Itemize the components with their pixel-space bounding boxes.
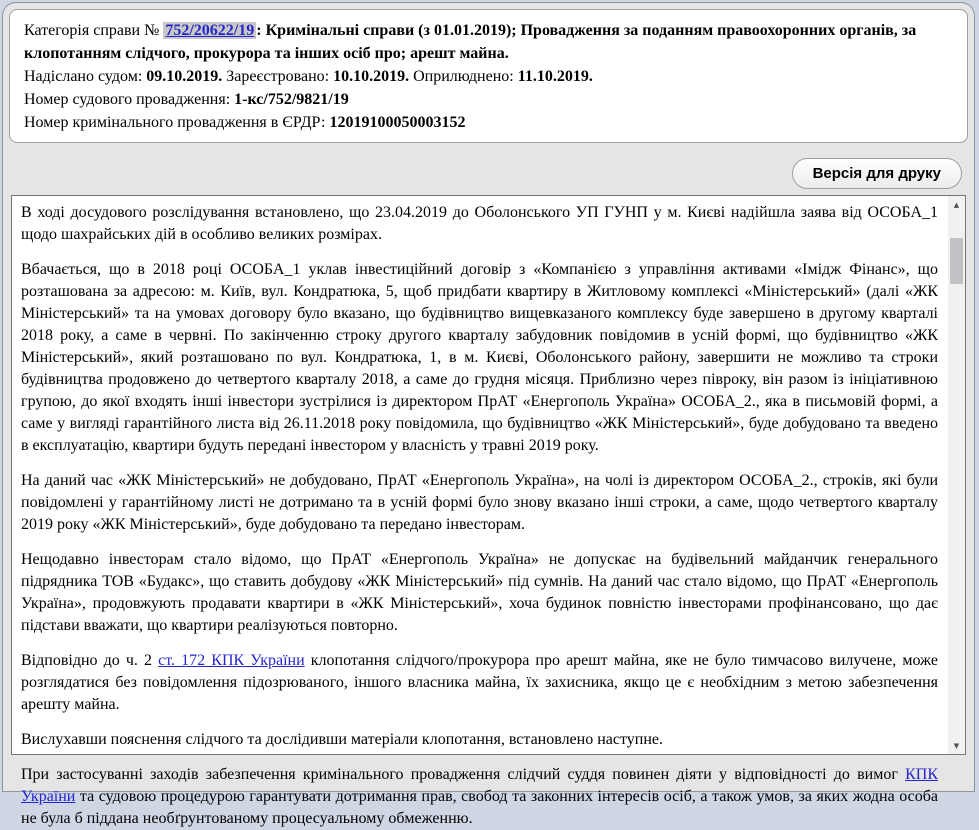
document-viewer [11, 195, 966, 827]
document-text [12, 196, 948, 827]
law-link-st-172-kpk[interactable]: ст. 172 КПК України [158, 652, 305, 669]
erdr-number: 12019100050003152 [329, 114, 466, 131]
scrollbar-thumb[interactable] [950, 238, 963, 284]
case-category-label: Категорія справи № [24, 22, 164, 39]
proceeding-number: 1-кс/752/9821/19 [234, 91, 349, 108]
published-date: 11.10.2019. [517, 68, 593, 85]
scroll-down-icon[interactable]: ▼ [953, 741, 960, 750]
page-panel [2, 2, 975, 827]
registered-label: Зареєстровано: [222, 68, 334, 85]
case-number-link[interactable]: 752/20622/19 [165, 22, 255, 39]
vertical-scrollbar[interactable] [948, 196, 965, 754]
paragraph: При застосуванні заходів забезпечення кримінального провадження слідчий суддя повинен діяти у відповідності до вимог КПК України та судовою процедурою гарантувати дотримання прав, свобод та законних інтересів осіб, а також умов, за яких жодна особа не була б піддана необґрунтованому процесуальному обмеженню. [21, 766, 938, 827]
case-dates-line [24, 65, 953, 88]
paragraph: Відповідно до ч. 2 ст. 172 КПК України клопотання слідчого/прокурора про арешт майна, яке не було тимчасово вилучене, може розглядатися без повідомлення підозрюваного, іншого власника майна, їх захисника, якщо це є необхідним з метою забезпечення арешту майна. [21, 652, 938, 713]
paragraph: На даний час «ЖК Міністерський» не добудовано, ПрАТ «Енергополь Україна», на чолі із директором ОСОБА_2., строків, які були повідомлені у гарантійному листі не дотримано та в усній формі було знову вказано інші строки, а саме, щодо четвертого кварталу 2019 року «ЖК Міністерський», буде добудовано та передано інвесторам. [21, 472, 938, 533]
published-label: Оприлюднено: [409, 68, 518, 85]
paragraph: В ході досудового розслідування встановлено, що 23.04.2019 до Оболонського УП ГУНП у м. Києві надійшла заява від ОСОБА_1 щодо шахрайських дій в особливо великих розмірах. [21, 204, 938, 243]
paragraph: Нещодавно інвесторам стало відомо, що ПрАТ «Енергополь Україна» не допускає на будівельний майданчик генерального підрядника ТОВ «Будакс», що ставить добудову «ЖК Міністерський» під сумнів. На даний час стало відомо, що ПрАТ «Енергополь Україна», продовжують продавати квартири в «ЖК Міністерський», хоча будинок повністю інвесторами профінансовано, що дає підстави вважати, що квартири реалізуються повторно. [21, 551, 938, 634]
case-category-text: : Кримінальні справи (з 01.01.2019); Провадження за поданням правоохоронних органів, за клопотанням слідчого, прокурора та інших осіб про; арешт майна. [24, 22, 917, 62]
case-meta-box [9, 9, 968, 143]
case-category-line [24, 19, 953, 65]
sent-label: Надіслано судом: [24, 68, 147, 85]
proceeding-label: Номер судового провадження: [24, 91, 235, 108]
scroll-up-icon[interactable]: ▲ [953, 200, 960, 209]
paragraph: Вислухавши пояснення слідчого та дослідивши матеріали клопотання, встановлено наступне. [21, 731, 663, 748]
paragraph: Вбачається, що в 2018 році ОСОБА_1 уклав інвестиційний договір з «Компанією з управління активами «Імідж Фінанс», що розташована за адресою: м. Київ, вул. Кондратюка, 5, щоб придбати квартиру в Житловому комплексі «Міністерський» (далі «ЖК Міністерський» та на умовах договору було вказано, що будівництво вищевказаного комплексу буде завершено в другому кварталі 2018 року, а саме в червні. По закінченню строку другого кварталу забудовник повідомив в усній формі, що будівництво «ЖК Міністерський», який розташовано по вул. Кондратюка, 1, в м. Києві, Оболонського району, завершити не можливо та строки будівництва продовжено до четвертого кварталу 2018, а саме до грудня місяця. Приблизно через півроку, він разом із ініціативною групою, до якої входять інші інвестори зустрілися із директором ПрАТ «Енергополь Україна» ОСОБА_2., яка в письмовій формі, а саме у вигляді гарантійного листа від 26.11.2018 року повідомила, що будівництво «ЖК Міністерський», буде добудовано та введено в експлуатацію, квартири будуть передані інвестором у власність у травні 2019 року. [21, 261, 938, 454]
court-proceeding-line [24, 88, 953, 111]
registered-date: 10.10.2019. [333, 68, 410, 85]
erdr-label: Номер кримінального провадження в ЄРДР: [24, 114, 330, 131]
law-link-kpk[interactable]: КПК України [21, 766, 938, 805]
sent-date: 09.10.2019. [146, 68, 223, 85]
print-version-button[interactable]: Версія для друку [792, 158, 962, 189]
toolbar [3, 149, 974, 195]
erdr-line [24, 111, 953, 134]
